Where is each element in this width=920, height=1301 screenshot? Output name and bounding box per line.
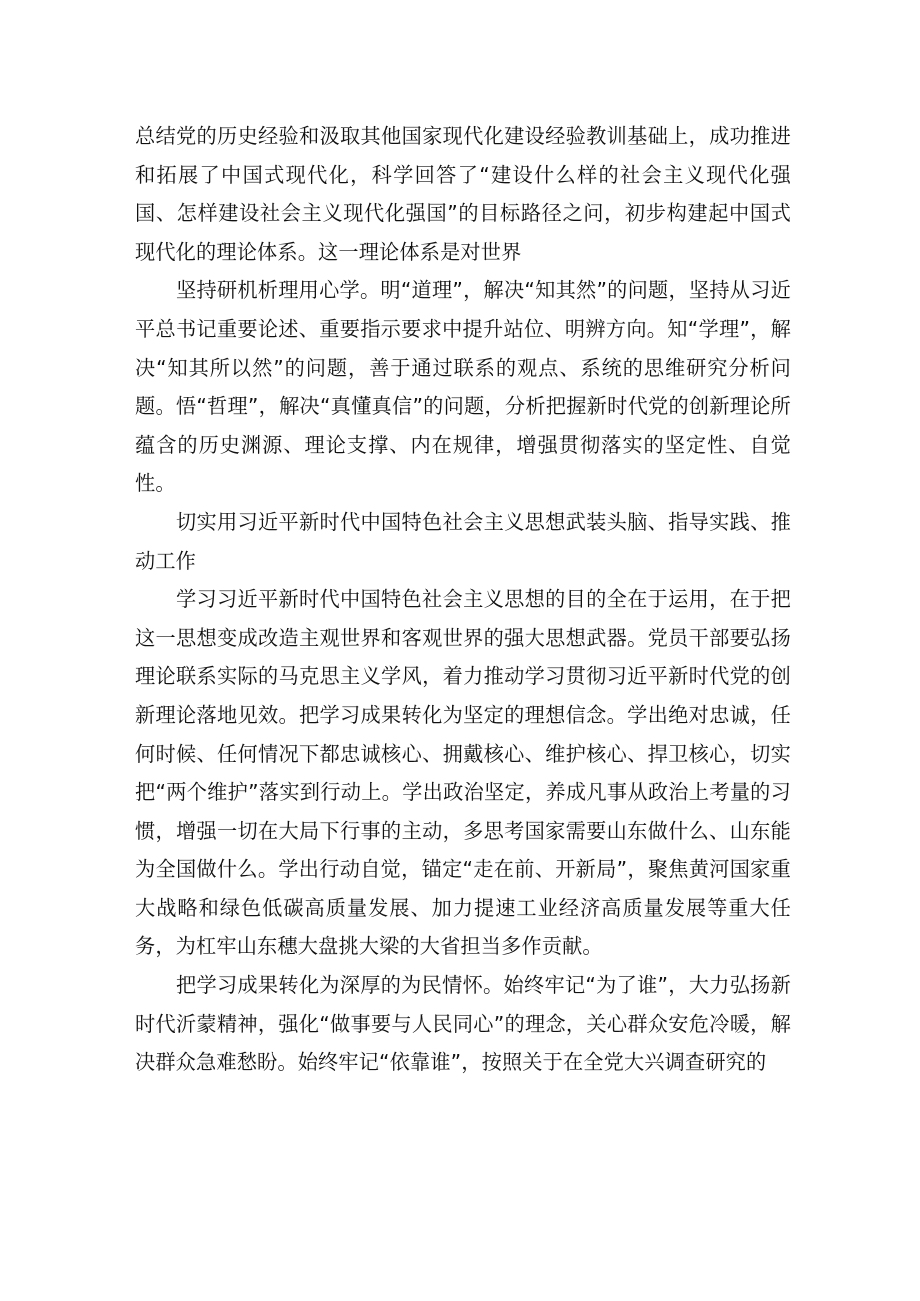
- paragraph-apply-thought: 学习习近平新时代中国特色社会主义思想的目的全在于运用，在于把这一思想变成改造主观世界和客观世界的强大思想武器。党员干部要弘扬理论联系实际的马克思主义学风，着力推动学习贯彻习近平新时代党的创新理论落地见效。把学习成果转化为坚定的理想信念。学出绝对忠诚，任何时候、任何情况下都忠诚核心、拥戴核心、维护核心、捍卫核心，切实把“两个维护”落实到行动上。学出政治坚定，养成凡事从政治上考量的习惯，增强一切在大局下行事的主动，多思考国家需要山东做什么、山东能为全国做什么。学出行动自觉，锚定“走在前、开新局”，聚焦黄河国家重大战略和绿色低碳高质量发展、加力提速工业经济高质量发展等重大任务，为杠牢山东穗大盘挑大梁的大省担当多作贡献。: [135, 587, 791, 959]
- paragraph-continued: 总结党的历史经验和汲取其他国家现代化建设经验教训基础上，成功推进和拓展了中国式现代化，科学回答了“建设什么样的社会主义现代化强国、怎样建设社会主义现代化强国”的目标路径之问，初步构建起中国式现代化的理论体系。这一理论体系是对世界: [135, 124, 791, 264]
- document-body: [135, 117, 791, 1082]
- paragraph-study-with-heart: 坚持研机析理用心学。明“道理”，解决“知其然”的问题，坚持从习近平总书记重要论述、重要指示要求中提升站位、明辨方向。知“学理”，解决“知其所以然”的问题，善于通过联系的观点、系统的思维研究分析问题。悟“哲理”，解决“真懂真信”的问题，分析把握新时代党的创新理论所蕴含的历史渊源、理论支撑、内在规律，增强贯彻落实的坚定性、自觉性。: [135, 278, 791, 496]
- paragraph-people-feelings: 把学习成果转化为深厚的为民情怀。始终牢记“为了谁”，大力弘扬新时代沂蒙精神，强化“做事要与人民同心”的理念，关心群众安危冷暖，解决群众急难愁盼。始终牢记“依靠谁”，按照关于在全党大兴调查研究的: [135, 973, 791, 1075]
- section-heading-arm-minds: 切实用习近平新时代中国特色社会主义思想武装头脑、指导实践、推动工作: [135, 509, 791, 573]
